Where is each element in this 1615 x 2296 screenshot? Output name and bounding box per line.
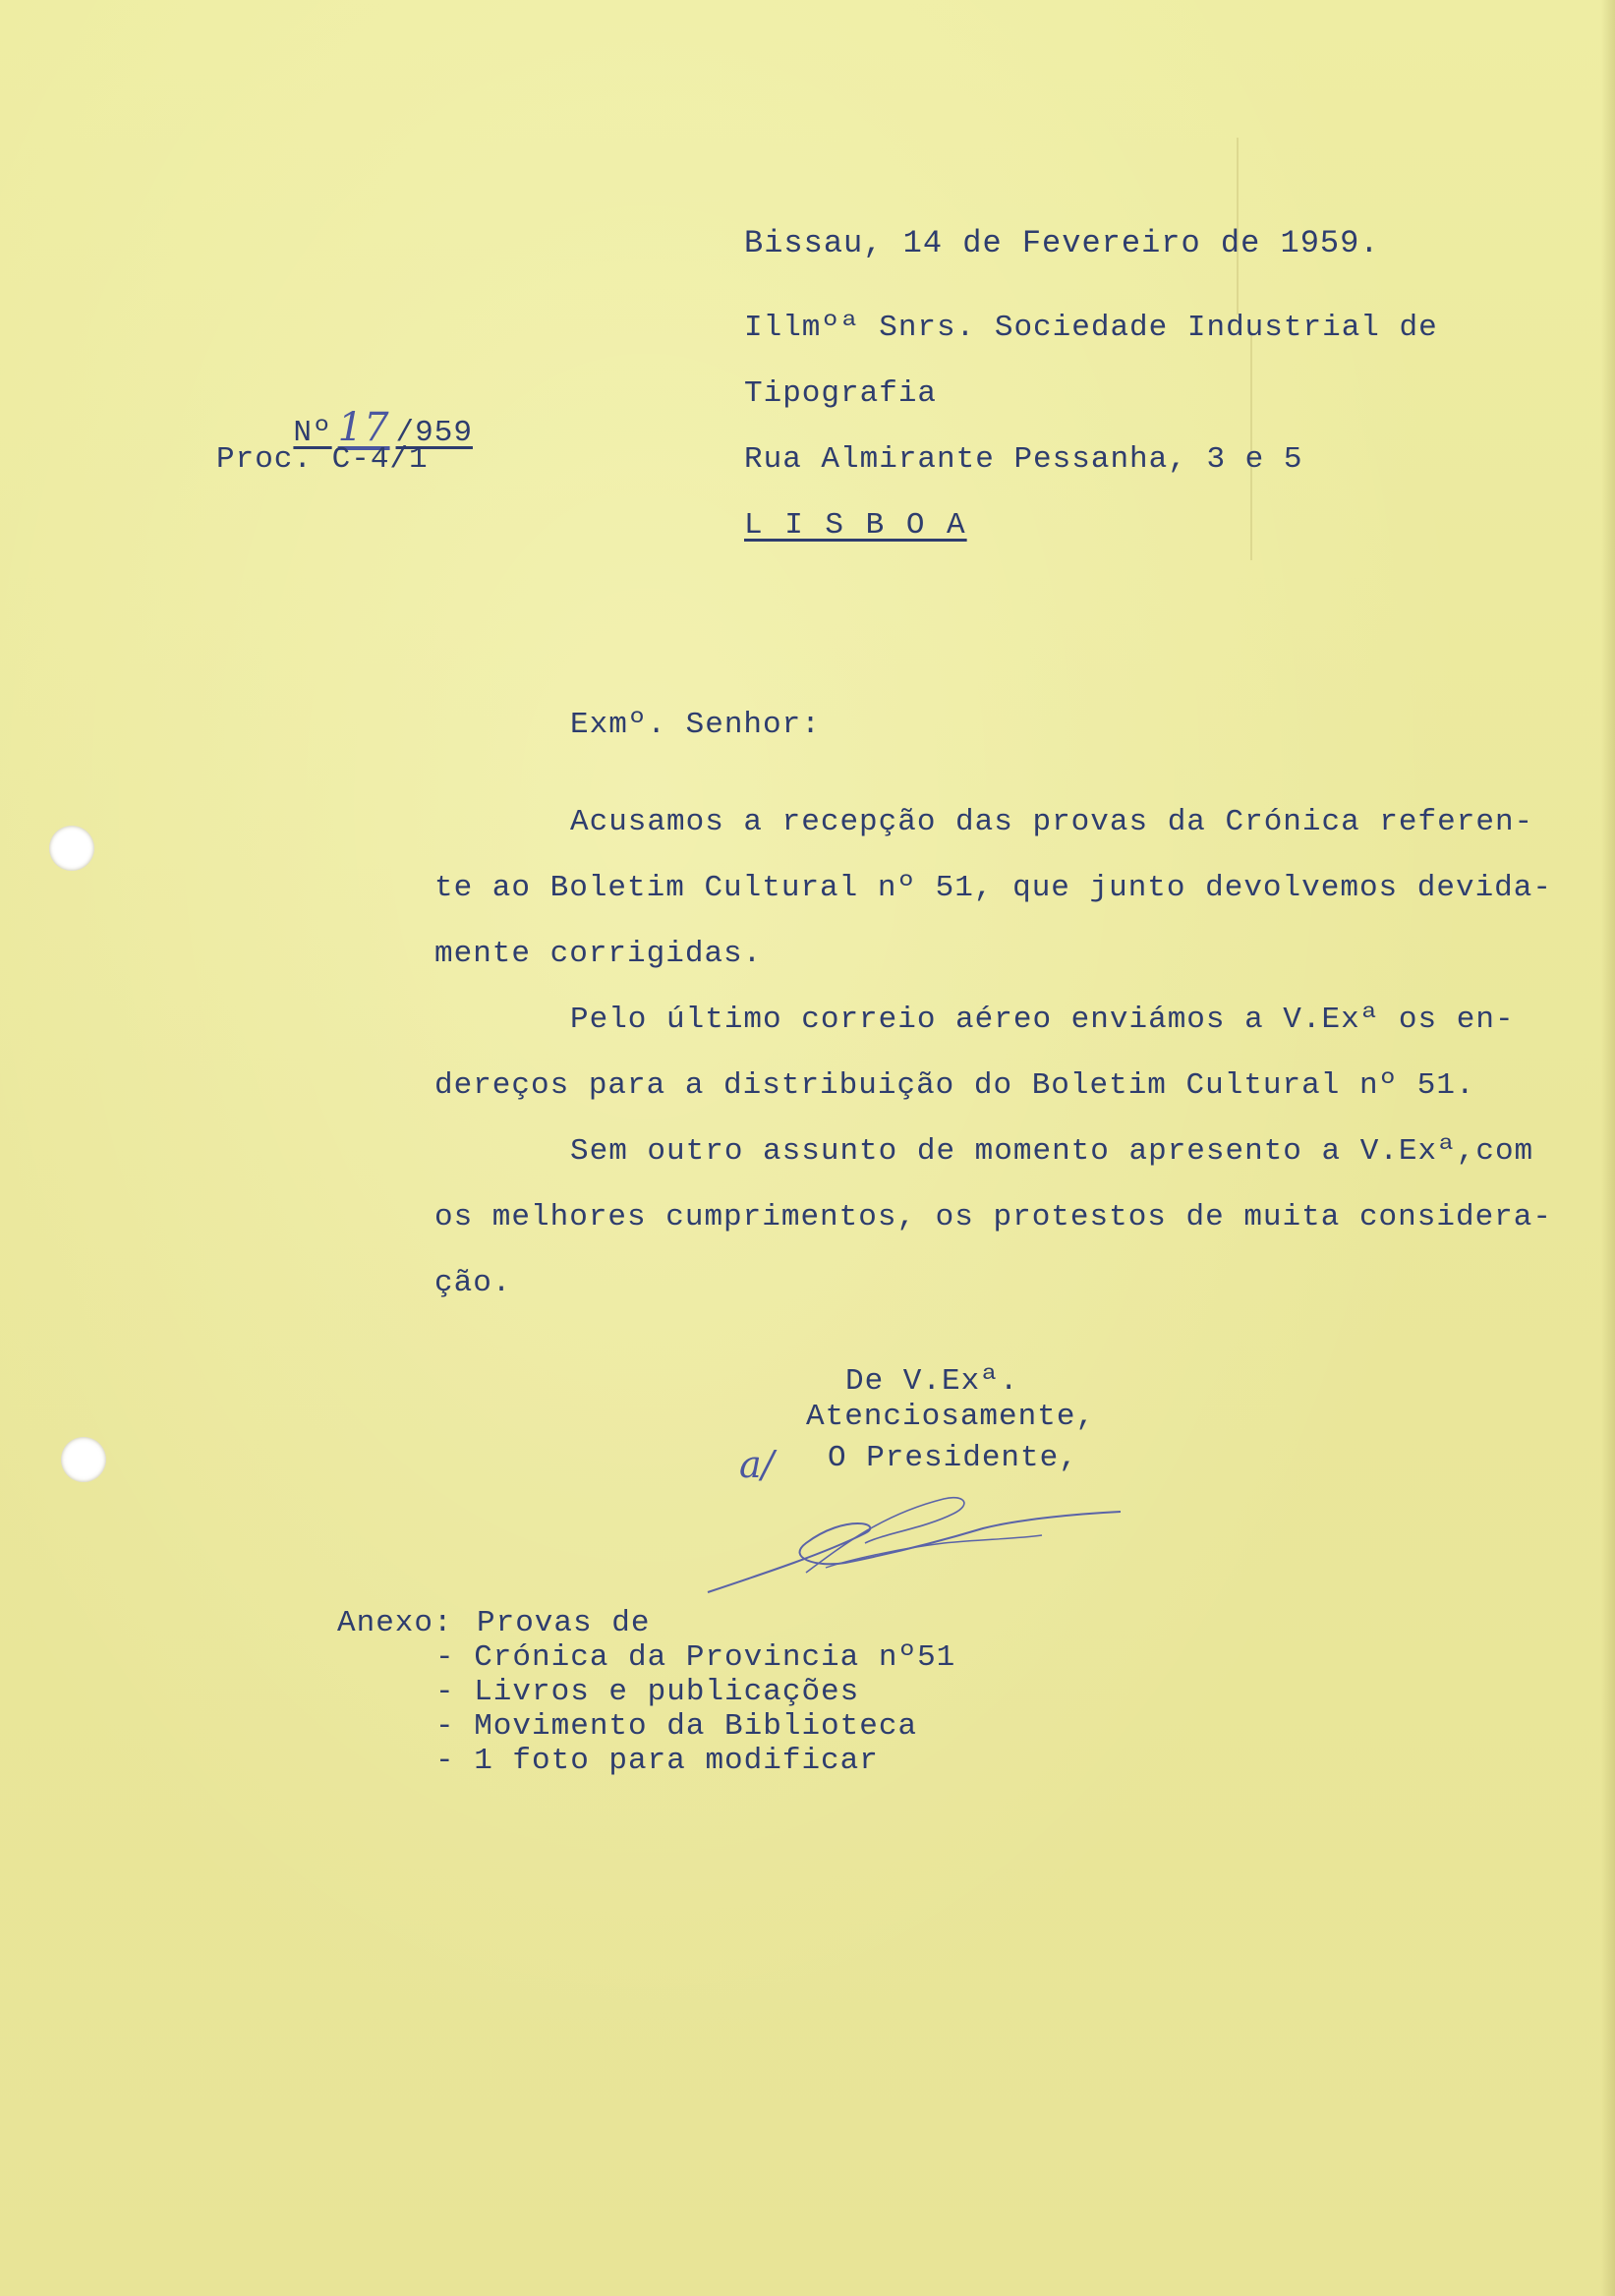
salutation: Exmº. Senhor:	[570, 708, 821, 742]
signature-initial: a/	[739, 1443, 775, 1486]
handwritten-signature	[688, 1474, 1140, 1612]
punch-hole	[49, 826, 94, 871]
body-line: te ao Boletim Cultural nº 51, que junto devolvemos devida-	[434, 871, 1552, 905]
recipient-line-1: Illmºª Snrs. Sociedade Industrial de	[744, 311, 1438, 345]
body-line: ção.	[434, 1266, 512, 1300]
punch-hole	[61, 1437, 106, 1482]
recipient-address: Rua Almirante Pessanha, 3 e 5	[744, 442, 1303, 477]
annex-item: - Movimento da Biblioteca	[435, 1709, 918, 1744]
annex-intro: Provas de	[477, 1606, 651, 1640]
closing-line-2: Atenciosamente,	[806, 1400, 1096, 1434]
body-line: Pelo último correio aéreo enviámos a V.Exª os en-	[570, 1003, 1515, 1037]
body-line: mente corrigidas.	[434, 937, 763, 971]
process-reference: Proc. C-4/1	[216, 442, 429, 477]
date-line: Bissau, 14 de Fevereiro de 1959.	[744, 225, 1380, 261]
reference-prefix: Nº	[293, 416, 332, 450]
closing-line-3: O Presidente,	[828, 1441, 1078, 1475]
annex-item: - Livros e publicações	[435, 1675, 860, 1709]
annex-item: - 1 foto para modificar	[435, 1744, 879, 1778]
reference-handwritten-number: 17	[337, 405, 390, 450]
body-line: os melhores cumprimentos, os protestos de muita considera-	[434, 1200, 1552, 1234]
reference-year: /959	[395, 416, 473, 450]
recipient-line-2: Tipografia	[744, 376, 938, 411]
body-line: Sem outro assunto de momento apresento a V.Exª,com	[570, 1134, 1534, 1169]
annex-label: Anexo:	[337, 1606, 453, 1640]
closing-line-1: De V.Exª.	[845, 1364, 1019, 1399]
paper-edge-shadow	[1601, 0, 1615, 2296]
annex-item: - Crónica da Provincia nº51	[435, 1640, 956, 1675]
body-line: Acusamos a recepção das provas da Crónica referen-	[570, 805, 1534, 839]
body-line: dereços para a distribuição do Boletim Cultural nº 51.	[434, 1068, 1475, 1103]
recipient-city: L I S B O A	[744, 508, 967, 543]
